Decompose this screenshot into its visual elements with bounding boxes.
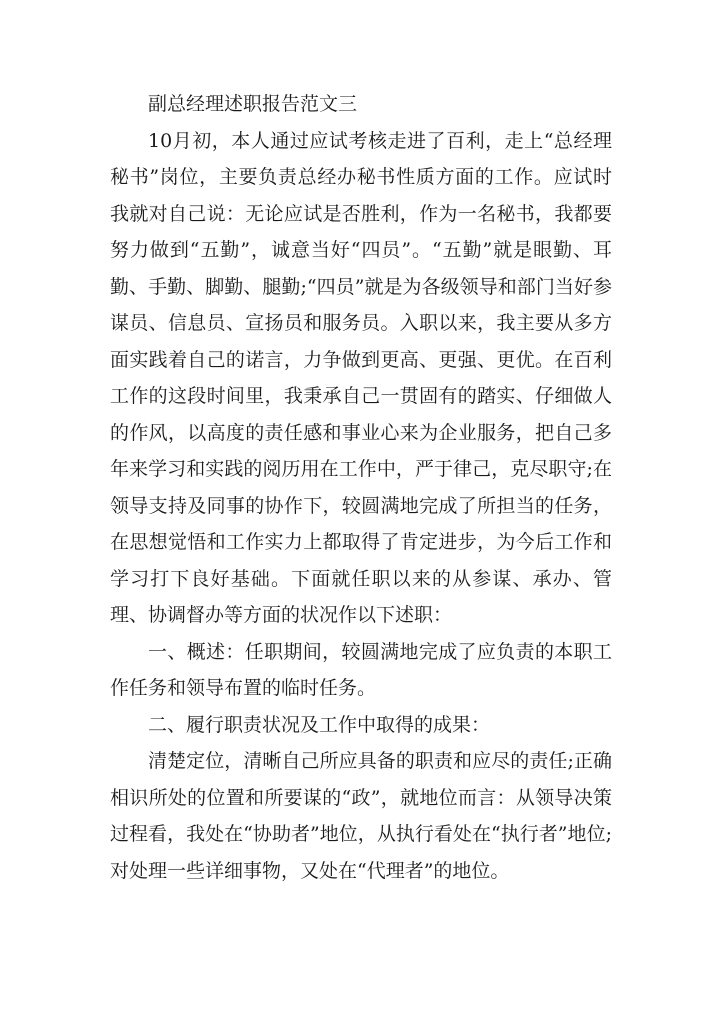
document-title: 副总经理述职报告范文三	[148, 93, 358, 115]
paragraph-duties-heading: 二、履行职责状况及工作中取得的成果：	[148, 713, 491, 736]
paragraph-intro: 10月初，本人通过应试考核走进了百利，走上“总经理秘书”岗位，主要负责总经办秘书性质方面的工作。应试时我就对自己说：无论应试是否胜利，作为一名秘书，我都要努力做到“五勤”，诚意当好“四员”。“五勤”就是眼勤、耳勤、手勤、脚勤、腿勤;“四员”就是为各级领导和部门当好参谋员、信息员、宣扬员和服务员。入职以来，我主要从多方面实践着自己的诺言，力争做到更高、更强、更优。在百利工作的这段时间里，我秉承自己一贯固有的踏实、仔细做人的作风，以高度的责任感和事业心来为企业服务，把自己多年来学习和实践的阅历用在工作中，严于律己，克尽职守;在领导支持及同事的协作下，较圆满地完成了所担当的任务，在思想觉悟和工作实力上都取得了肯定进步，为今后工作和学习打下良好基础。下面就任职以来的从参谋、承办、管理、协调督办等方面的状况作以下述职：	[110, 129, 612, 626]
document-page	[110, 86, 612, 889]
paragraph-positioning: 清楚定位，清晰自己所应具备的职责和应尽的责任;正确相识所处的位置和所要谋的“政”，就地位而言：从领导决策过程看，我处在“协助者”地位，从执行看处在“执行者”地位;对处理一些详细事物，又处在“代理者”的地位。	[110, 750, 612, 882]
paragraph-overview: 一、概述：任职期间，较圆满地完成了应负责的本职工作任务和领导布置的临时任务。	[110, 640, 612, 699]
